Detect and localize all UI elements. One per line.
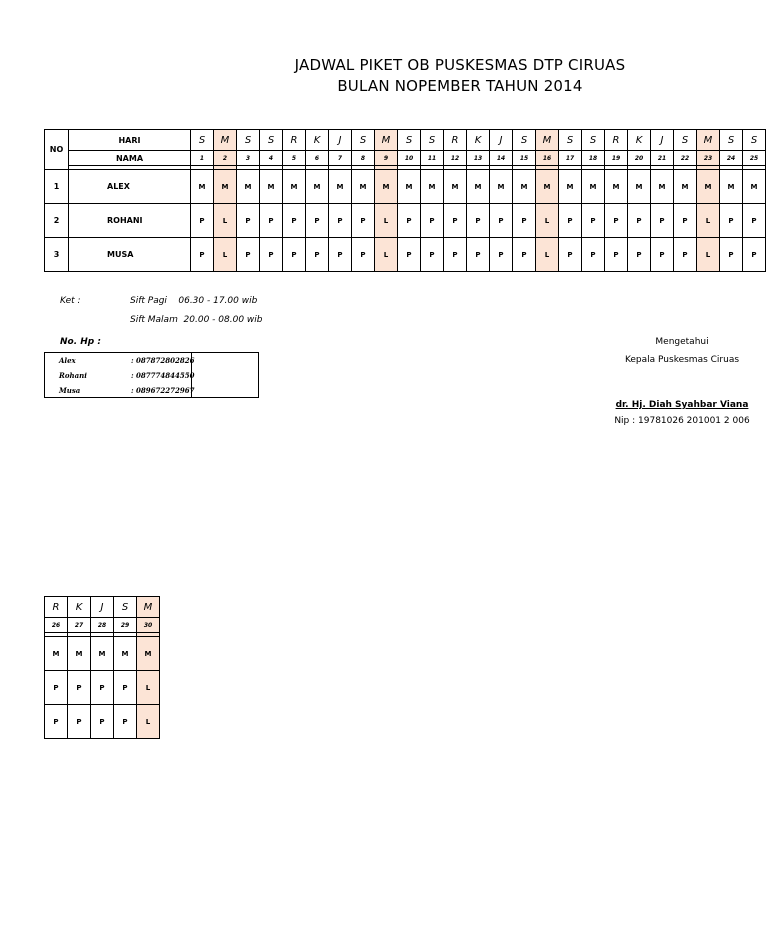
day-letter: M xyxy=(375,130,398,151)
shift-cell: P xyxy=(91,705,114,739)
day-number: 23 xyxy=(697,151,720,166)
day-number: 19 xyxy=(605,151,628,166)
shift-cell: M xyxy=(375,170,398,204)
day-number: 4 xyxy=(260,151,283,166)
day-number: 27 xyxy=(68,618,91,633)
day-number: 6 xyxy=(306,151,329,166)
day-number-row xyxy=(45,618,160,633)
shift-cell: P xyxy=(582,238,605,272)
shift-malam: Sift Malam 20.00 - 08.00 wib xyxy=(130,315,263,325)
shift-cell: M xyxy=(421,170,444,204)
day-letter: K xyxy=(68,597,91,618)
shift-cell: M xyxy=(720,170,743,204)
day-number: 12 xyxy=(444,151,467,166)
person-name: MUSA xyxy=(69,238,191,272)
shift-cell: P xyxy=(237,204,260,238)
day-letter: M xyxy=(536,130,559,151)
shift-cell: P xyxy=(582,204,605,238)
day-number: 25 xyxy=(743,151,766,166)
shift-cell: P xyxy=(628,204,651,238)
day-number: 11 xyxy=(421,151,444,166)
shift-cell: M xyxy=(352,170,375,204)
shift-cell: P xyxy=(191,204,214,238)
shift-cell: P xyxy=(467,204,490,238)
signer-position: Kepala Puskesmas Ciruas xyxy=(624,355,740,365)
shift-cell: L xyxy=(375,238,398,272)
day-letter: M xyxy=(137,597,160,618)
shift-cell: P xyxy=(283,238,306,272)
shift-cell: P xyxy=(306,204,329,238)
shift-cell: P xyxy=(114,671,137,705)
shift-cell: P xyxy=(605,204,628,238)
day-letter: S xyxy=(559,130,582,151)
person-row xyxy=(45,671,160,705)
day-number: 15 xyxy=(513,151,536,166)
shift-cell: P xyxy=(329,204,352,238)
shift-cell: M xyxy=(306,170,329,204)
shift-cell: P xyxy=(45,705,68,739)
day-letter: S xyxy=(237,130,260,151)
day-letter: M xyxy=(214,130,237,151)
shift-cell: P xyxy=(674,238,697,272)
day-number: 17 xyxy=(559,151,582,166)
shift-cell: P xyxy=(398,238,421,272)
day-number-row xyxy=(45,151,766,166)
shift-cell: M xyxy=(605,170,628,204)
day-letter: R xyxy=(283,130,306,151)
shift-cell: P xyxy=(260,238,283,272)
shift-cell: P xyxy=(352,238,375,272)
phone-number: : 087872802826 xyxy=(131,356,195,365)
day-letter: K xyxy=(628,130,651,151)
day-number: 18 xyxy=(582,151,605,166)
day-number: 26 xyxy=(45,618,68,633)
day-number: 2 xyxy=(214,151,237,166)
shift-cell: P xyxy=(68,671,91,705)
shift-cell: M xyxy=(582,170,605,204)
nama-header: NAMA xyxy=(69,151,191,166)
shift-cell: M xyxy=(68,637,91,671)
day-number: 8 xyxy=(352,151,375,166)
day-letter: J xyxy=(490,130,513,151)
page-title-line2: BULAN NOPEMBER TAHUN 2014 xyxy=(337,77,583,95)
shift-cell: M xyxy=(536,170,559,204)
day-letter: J xyxy=(329,130,352,151)
shift-cell: L xyxy=(697,204,720,238)
shift-cell: P xyxy=(283,204,306,238)
shift-cell: P xyxy=(260,204,283,238)
day-letter-row xyxy=(45,597,160,618)
day-letter: S xyxy=(720,130,743,151)
day-letter: S xyxy=(260,130,283,151)
day-letter: S xyxy=(674,130,697,151)
shift-cell: L xyxy=(536,204,559,238)
phone-number: : 089672272967 xyxy=(131,386,195,395)
shift-cell: P xyxy=(674,204,697,238)
shift-cell: P xyxy=(68,705,91,739)
shift-cell: P xyxy=(114,705,137,739)
shift-cell: P xyxy=(490,204,513,238)
signer-name: dr. Hj. Diah Syahbar Viana xyxy=(615,400,749,410)
shift-cell: M xyxy=(743,170,766,204)
shift-cell: M xyxy=(513,170,536,204)
shift-cell: M xyxy=(191,170,214,204)
schedule-table-continued xyxy=(44,596,160,739)
shift-cell: P xyxy=(45,671,68,705)
shift-cell: M xyxy=(283,170,306,204)
shift-cell: M xyxy=(137,637,160,671)
shift-cell: M xyxy=(444,170,467,204)
person-row xyxy=(45,705,160,739)
day-number: 29 xyxy=(114,618,137,633)
shift-cell: L xyxy=(137,705,160,739)
shift-cell: M xyxy=(467,170,490,204)
day-number: 28 xyxy=(91,618,114,633)
day-letter: M xyxy=(697,130,720,151)
day-letter: S xyxy=(398,130,421,151)
phone-box xyxy=(44,352,259,398)
shift-cell: M xyxy=(114,637,137,671)
no-header: NO xyxy=(45,130,69,170)
shift-cell: P xyxy=(421,204,444,238)
day-number: 10 xyxy=(398,151,421,166)
day-number: 22 xyxy=(674,151,697,166)
day-number: 16 xyxy=(536,151,559,166)
hari-header: HARI xyxy=(69,130,191,151)
day-letter: J xyxy=(91,597,114,618)
shift-cell: M xyxy=(697,170,720,204)
person-row xyxy=(45,637,160,671)
phone-number: : 087774844550 xyxy=(131,371,195,380)
shift-cell: L xyxy=(214,204,237,238)
shift-cell: P xyxy=(444,238,467,272)
day-letter: S xyxy=(582,130,605,151)
shift-cell: M xyxy=(91,637,114,671)
day-number: 24 xyxy=(720,151,743,166)
day-number: 3 xyxy=(237,151,260,166)
shift-cell: M xyxy=(260,170,283,204)
shift-cell: P xyxy=(329,238,352,272)
day-letter-row xyxy=(45,130,766,151)
page-title-line1: JADWAL PIKET OB PUSKESMAS DTP CIRUAS xyxy=(294,56,626,74)
person-row xyxy=(45,204,766,238)
shift-cell: M xyxy=(214,170,237,204)
shift-cell: P xyxy=(398,204,421,238)
shift-cell: L xyxy=(697,238,720,272)
day-letter: S xyxy=(743,130,766,151)
shift-cell: P xyxy=(720,238,743,272)
shift-cell: P xyxy=(628,238,651,272)
shift-cell: L xyxy=(536,238,559,272)
shift-cell: P xyxy=(605,238,628,272)
person-row xyxy=(45,238,766,272)
day-number: 9 xyxy=(375,151,398,166)
shift-cell: P xyxy=(191,238,214,272)
shift-cell: M xyxy=(398,170,421,204)
shift-cell: P xyxy=(651,204,674,238)
day-letter: S xyxy=(513,130,536,151)
shift-cell: L xyxy=(137,671,160,705)
day-letter: K xyxy=(467,130,490,151)
shift-cell: P xyxy=(513,238,536,272)
shift-cell: P xyxy=(490,238,513,272)
day-number: 1 xyxy=(191,151,214,166)
shift-cell: P xyxy=(720,204,743,238)
shift-cell: M xyxy=(490,170,513,204)
shift-cell: M xyxy=(674,170,697,204)
schedule-table xyxy=(44,129,766,272)
day-letter: S xyxy=(191,130,214,151)
shift-cell: M xyxy=(651,170,674,204)
phone-name: Rohani xyxy=(59,371,87,380)
signer-nip: Nip : 19781026 201001 2 006 xyxy=(614,416,750,426)
shift-cell: M xyxy=(329,170,352,204)
shift-cell: P xyxy=(444,204,467,238)
shift-cell: P xyxy=(559,204,582,238)
mengetahui-label: Mengetahui xyxy=(655,337,709,347)
day-number: 5 xyxy=(283,151,306,166)
row-number: 2 xyxy=(45,204,69,238)
person-row xyxy=(45,170,766,204)
shift-cell: L xyxy=(375,204,398,238)
shift-cell: M xyxy=(237,170,260,204)
shift-cell: P xyxy=(743,204,766,238)
shift-cell: P xyxy=(467,238,490,272)
day-number: 14 xyxy=(490,151,513,166)
ket-label: Ket : xyxy=(60,296,81,306)
row-number: 3 xyxy=(45,238,69,272)
shift-cell: P xyxy=(559,238,582,272)
day-letter: R xyxy=(45,597,68,618)
day-letter: S xyxy=(114,597,137,618)
day-number: 30 xyxy=(137,618,160,633)
shift-cell: P xyxy=(421,238,444,272)
shift-pagi: Sift Pagi 06.30 - 17.00 wib xyxy=(130,296,258,306)
shift-cell: M xyxy=(559,170,582,204)
row-number: 1 xyxy=(45,170,69,204)
shift-cell: P xyxy=(306,238,329,272)
phone-name: Musa xyxy=(59,386,81,395)
shift-cell: L xyxy=(214,238,237,272)
shift-cell: M xyxy=(45,637,68,671)
day-letter: R xyxy=(605,130,628,151)
shift-cell: P xyxy=(651,238,674,272)
day-letter: S xyxy=(421,130,444,151)
day-letter: J xyxy=(651,130,674,151)
shift-cell: P xyxy=(743,238,766,272)
day-letter: R xyxy=(444,130,467,151)
shift-cell: P xyxy=(237,238,260,272)
day-letter: S xyxy=(352,130,375,151)
day-letter: K xyxy=(306,130,329,151)
day-number: 21 xyxy=(651,151,674,166)
person-name: ROHANI xyxy=(69,204,191,238)
person-name: ALEX xyxy=(69,170,191,204)
day-number: 20 xyxy=(628,151,651,166)
shift-cell: P xyxy=(513,204,536,238)
phone-label: No. Hp : xyxy=(60,337,101,347)
day-number: 13 xyxy=(467,151,490,166)
day-number: 7 xyxy=(329,151,352,166)
phone-name: Alex xyxy=(59,356,76,365)
shift-cell: P xyxy=(352,204,375,238)
shift-cell: P xyxy=(91,671,114,705)
shift-cell: M xyxy=(628,170,651,204)
